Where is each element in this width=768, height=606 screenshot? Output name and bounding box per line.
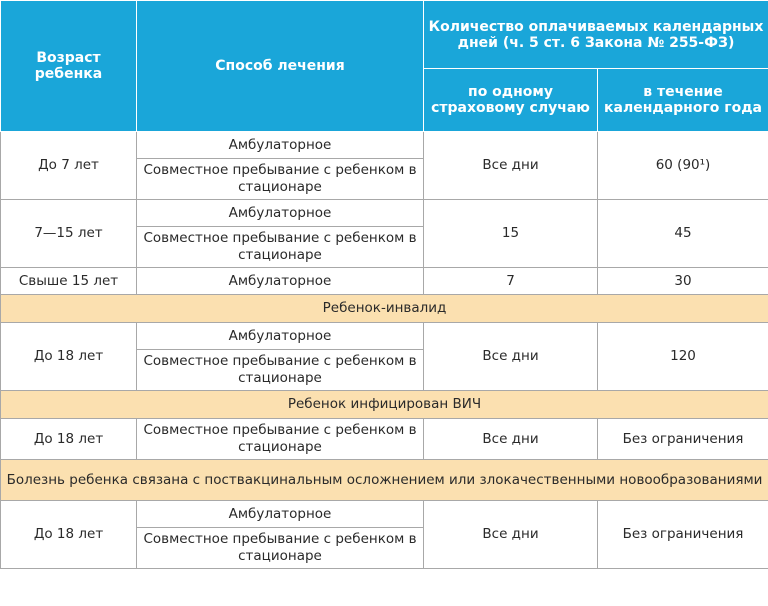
cell-method-ambulatory: Амбулаторное [137, 132, 424, 159]
cell-method-ambulatory: Амбулаторное [137, 268, 424, 295]
cell-age: Свыше 15 лет [1, 268, 137, 295]
cell-age: До 18 лет [1, 419, 137, 460]
cell-per-case: 7 [424, 268, 598, 295]
cell-per-year: 30 [598, 268, 768, 295]
cell-per-case: Все дни [424, 419, 598, 460]
cell-method-ambulatory: Амбулаторное [137, 200, 424, 227]
section-vaccination-oncology: Болезнь ребенка связана с поствакцинальным осложнением или злокачественными новообразованиями [1, 460, 768, 501]
cell-per-case: Все дни [424, 501, 598, 569]
cell-per-year: 60 (90¹) [598, 132, 768, 200]
section-hiv: Ребенок инфицирован ВИЧ [1, 391, 768, 419]
cell-age: До 7 лет [1, 132, 137, 200]
cell-method-hospital: Совместное пребывание с ребенком в стационаре [137, 419, 424, 460]
cell-method-ambulatory: Амбулаторное [137, 501, 424, 528]
cell-method-hospital: Совместное пребывание с ребенком в стационаре [137, 227, 424, 268]
cell-per-case: Все дни [424, 323, 598, 391]
cell-method-ambulatory: Амбулаторное [137, 323, 424, 350]
cell-per-year: Без ограничения [598, 419, 768, 460]
header-paid-days: Количество оплачиваемых календарных дней (ч. 5 ст. 6 Закона № 255-ФЗ) [424, 1, 768, 69]
cell-method-hospital: Совместное пребывание с ребенком в стационаре [137, 350, 424, 391]
cell-method-hospital: Совместное пребывание с ребенком в стационаре [137, 528, 424, 569]
header-per-year: в течение календарного года [598, 69, 768, 132]
section-disabled-child: Ребенок-инвалид [1, 295, 768, 323]
header-per-case: по одному страховому случаю [424, 69, 598, 132]
cell-per-year: 45 [598, 200, 768, 268]
header-method: Способ лечения [137, 1, 424, 132]
header-age: Возраст ребенка [1, 1, 137, 132]
cell-per-year: Без ограничения [598, 501, 768, 569]
cell-per-year: 120 [598, 323, 768, 391]
cell-method-hospital: Совместное пребывание с ребенком в стационаре [137, 159, 424, 200]
cell-age: 7—15 лет [1, 200, 137, 268]
cell-per-case: Все дни [424, 132, 598, 200]
cell-per-case: 15 [424, 200, 598, 268]
cell-age: До 18 лет [1, 501, 137, 569]
cell-age: До 18 лет [1, 323, 137, 391]
